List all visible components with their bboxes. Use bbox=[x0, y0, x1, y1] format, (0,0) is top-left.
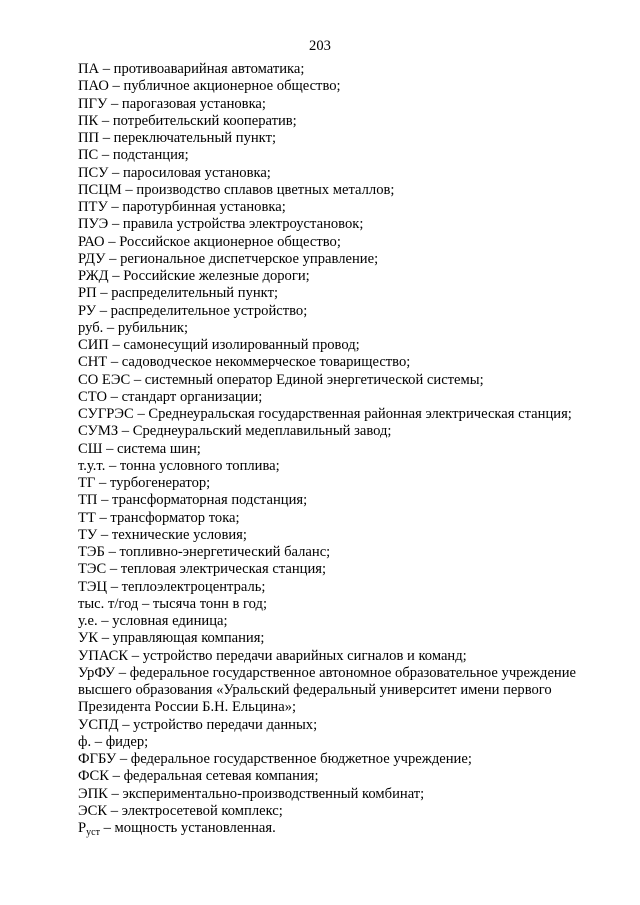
list-item: ПА – противоаварийная автоматика; bbox=[78, 61, 305, 77]
list-item: ФСК – федеральная сетевая компания; bbox=[78, 768, 319, 785]
list-item: СТО – стандарт организации; bbox=[78, 388, 263, 405]
list-item: СУМЗ – Среднеуральский медеплавильный завод; bbox=[78, 423, 392, 440]
page-number: 203 bbox=[309, 38, 331, 54]
list-item: тыс. т/год – тысяча тонн в год; bbox=[78, 595, 268, 612]
list-item: ПГУ – парогазовая установка; bbox=[78, 95, 266, 112]
list-item: СИП – самонесущий изолированный провод; bbox=[78, 337, 360, 353]
list-item: ПСЦМ – производство сплавов цветных металлов; bbox=[78, 181, 395, 198]
list-item: УПАСК – устройство передачи аварийных сигналов и команд; bbox=[78, 647, 467, 664]
list-item: ТЭС – тепловая электрическая станция; bbox=[78, 561, 327, 578]
list-item: ПАО – публичное акционерное общество; bbox=[78, 78, 341, 95]
list-item: ТТ – трансформатор тока; bbox=[78, 509, 240, 526]
list-item: руб. – рубильник; bbox=[78, 319, 189, 336]
power-subscript: уст bbox=[86, 827, 100, 838]
list-item: у.е. – условная единица; bbox=[78, 613, 228, 629]
list-item: РДУ – региональное диспетчерское управление; bbox=[78, 250, 379, 267]
list-item: ПУЭ – правила устройства электроустановок; bbox=[78, 216, 364, 233]
list-item: ЭСК – электросетевой комплекс; bbox=[78, 802, 283, 819]
list-item: СШ – система шин; bbox=[78, 440, 201, 457]
list-item: ПК – потребительский кооператив; bbox=[78, 112, 297, 129]
list-item: ФГБУ – федеральное государственное бюджетное учреждение; bbox=[78, 751, 472, 767]
list-item: СУГРЭС – Среднеуральская государственная районная электрическая станция; bbox=[78, 406, 572, 422]
list-item: РП – распределительный пункт; bbox=[78, 285, 279, 302]
list-item: РУ – распределительное устройство; bbox=[78, 302, 308, 319]
list-item: УК – управляющая компания; bbox=[78, 630, 265, 647]
list-item: РЖД – Российские железные дороги; bbox=[78, 268, 310, 284]
list-item: ЭПК – экспериментально-производственный комбинат; bbox=[78, 785, 425, 802]
list-item: ПТУ – паротурбинная установка; bbox=[78, 199, 286, 215]
list-item: ТГ – турбогенератор; bbox=[78, 475, 211, 491]
power-symbol: P bbox=[78, 820, 87, 836]
list-item: ТЭБ – топливно-энергетический баланс; bbox=[78, 544, 331, 560]
list-item-urfu: УрФУ – федеральное государственное автономное образовательное учреждение высшего образования «Уральский федеральный университет имени первого Президента России Б.Н. Ельцина»; bbox=[78, 664, 577, 716]
list-item: ПС – подстанция; bbox=[78, 147, 189, 164]
list-item: т.у.т. – тонна условного топлива; bbox=[78, 457, 280, 474]
list-item: ПП – переключательный пункт; bbox=[78, 130, 277, 146]
list-item: СО ЕЭС – системный оператор Единой энергетической системы; bbox=[78, 371, 484, 388]
list-item: ТЭЦ – теплоэлектроцентраль; bbox=[78, 578, 266, 595]
list-item: РАО – Российское акционерное общество; bbox=[78, 233, 341, 250]
list-item: ТП – трансформаторная подстанция; bbox=[78, 492, 308, 509]
list-item: СНТ – садоводческое некоммерческое товарищество; bbox=[78, 354, 411, 371]
abbreviation-list bbox=[78, 61, 618, 838]
list-item: ПСУ – паросиловая установка; bbox=[78, 164, 271, 181]
power-definition: – мощность установленная. bbox=[99, 820, 276, 836]
list-item-power bbox=[78, 820, 618, 838]
list-item: УСПД – устройство передачи данных; bbox=[78, 716, 318, 733]
list-item: ф. – фидер; bbox=[78, 733, 149, 750]
list-item: ТУ – технические условия; bbox=[78, 526, 247, 543]
